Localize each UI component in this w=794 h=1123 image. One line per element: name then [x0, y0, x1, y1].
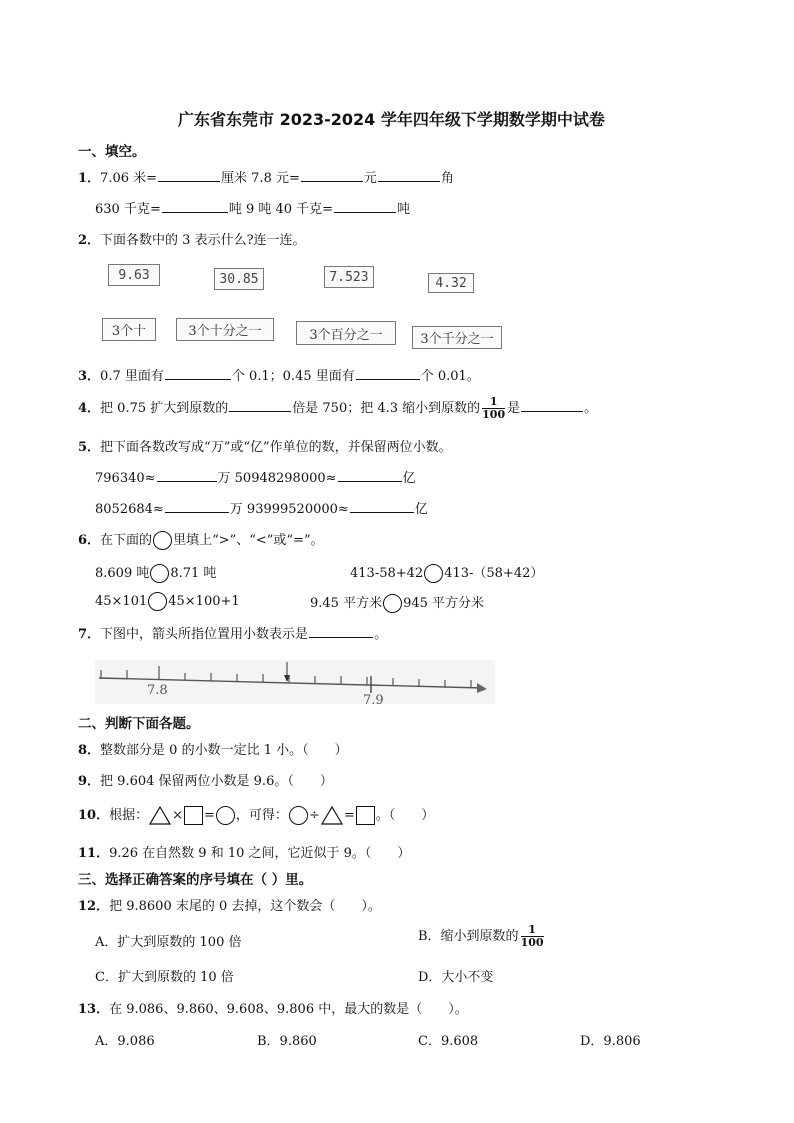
- answer-blank[interactable]: [229, 399, 291, 412]
- q3-text-1: 0.7 里面有: [100, 369, 164, 384]
- question-12: [78, 895, 381, 914]
- number-card[interactable]: 9.63: [108, 264, 160, 286]
- question-1-line-1: [78, 167, 454, 186]
- answer-blank[interactable]: [165, 500, 229, 513]
- meaning-card[interactable]: 3个百分之一: [296, 321, 396, 345]
- fraction: [482, 396, 505, 421]
- answer-blank[interactable]: [356, 367, 420, 380]
- meaning-card[interactable]: 3个千分之一: [412, 326, 502, 349]
- fraction: [521, 924, 544, 949]
- q13-text: 在 9.086、9.860、9.608、9.806 中，最大的数是（ ）。: [109, 1002, 468, 1017]
- comparison-1: [95, 562, 216, 583]
- comparison-right: 945 平方分米: [403, 596, 485, 611]
- comparison-left: 9.45 平方米: [310, 596, 383, 611]
- q5-text: 把下面各数改写成“万”或“亿”作单位的数，并保留两位小数。: [100, 440, 452, 455]
- fraction-numerator: 1: [521, 924, 544, 937]
- q1-text-a4: 角: [440, 171, 454, 186]
- compare-circle[interactable]: [424, 564, 443, 583]
- question-number: 5．: [78, 440, 101, 455]
- answer-blank[interactable]: [158, 169, 220, 182]
- square-icon: [184, 806, 203, 825]
- q1-text-b1: 630 千克=: [95, 202, 161, 217]
- triangle-icon: [321, 806, 343, 825]
- q1-text-a3: 元: [363, 171, 377, 186]
- equals-sign: =: [204, 808, 215, 823]
- question-6: [78, 529, 324, 550]
- fraction-denominator: 100: [520, 936, 544, 949]
- q5-text: 万 50948298000≈: [217, 471, 337, 486]
- q13-option-a[interactable]: A．9.086: [95, 1034, 155, 1049]
- q4-text-2: 倍是 750；把 4.3 缩小到原数的: [292, 401, 481, 416]
- q10-text-2: ，可得：: [235, 808, 288, 823]
- answer-blank[interactable]: [157, 469, 217, 482]
- answer-blank[interactable]: [309, 625, 373, 638]
- question-number: 8．: [78, 743, 101, 758]
- question-number: 12．: [78, 899, 110, 914]
- q4-text-1: 把 0.75 扩大到原数的: [100, 401, 229, 416]
- q10-text-3: 。（ ）: [375, 808, 435, 823]
- question-number: 1．: [78, 171, 101, 186]
- question-number: 2．: [78, 233, 101, 248]
- question-4: [78, 396, 597, 421]
- q9-text: 把 9.604 保留两位小数是 9.6。（ ）: [100, 774, 333, 789]
- question-number: 6．: [78, 533, 101, 548]
- question-number: 4．: [78, 401, 101, 416]
- question-number: 3．: [78, 369, 101, 384]
- equals-sign: =: [343, 808, 355, 823]
- q11-text: 9.26 在自然数 9 和 10 之间，它近似于 9。（ ）: [109, 846, 411, 861]
- question-number: 11．: [78, 846, 110, 861]
- number-line-figure: [95, 648, 495, 708]
- answer-blank[interactable]: [165, 367, 231, 380]
- meaning-card[interactable]: 3个十: [102, 318, 156, 341]
- question-number: 13．: [78, 1002, 110, 1017]
- answer-blank[interactable]: [378, 169, 440, 182]
- label-7-9: 7.9: [363, 693, 384, 708]
- question-number: 9．: [78, 774, 101, 789]
- comparison-3: [95, 592, 240, 611]
- question-3: [78, 365, 480, 384]
- option-text: B．缩小到原数的: [418, 929, 519, 944]
- comparison-left: 413-58+42: [350, 566, 424, 581]
- answer-blank[interactable]: [350, 500, 414, 513]
- q2-text: 下面各数中的 3 表示什么?连一连。: [100, 233, 306, 248]
- q12-text: 把 9.8600 末尾的 0 去掉，这个数会（ ）。: [109, 899, 381, 914]
- comparison-left: 8.609 吨: [95, 566, 150, 581]
- fraction-numerator: 1: [482, 396, 505, 409]
- question-8: [78, 739, 348, 758]
- times-sign: ×: [172, 808, 184, 823]
- q8-text: 整数部分是 0 的小数一定比 1 小。（ ）: [100, 743, 348, 758]
- answer-blank[interactable]: [338, 469, 402, 482]
- q7-text-2: 。: [374, 627, 388, 642]
- q13-option-c[interactable]: C．9.608: [418, 1034, 479, 1049]
- question-5: [78, 436, 452, 455]
- fraction-denominator: 100: [482, 408, 506, 421]
- section-heading-fill: 一、填空。: [78, 144, 146, 160]
- question-10: [78, 804, 434, 825]
- meaning-card[interactable]: 3个十分之一: [176, 318, 274, 341]
- comparison-left: 45×101: [95, 594, 148, 609]
- q13-option-d[interactable]: D．9.806: [580, 1034, 641, 1049]
- question-number: 10．: [78, 808, 110, 823]
- question-9: [78, 770, 333, 789]
- q5-text: 万 93999520000≈: [229, 502, 349, 517]
- answer-blank[interactable]: [301, 169, 363, 182]
- compare-circle[interactable]: [150, 564, 169, 583]
- question-2: [78, 229, 306, 248]
- question-5-row-2: [95, 498, 428, 517]
- question-number: 7．: [78, 627, 101, 642]
- q12-option-b[interactable]: [418, 924, 546, 949]
- circle-icon: [289, 806, 308, 825]
- answer-blank[interactable]: [162, 200, 228, 213]
- section-heading-choice: 三、选择正确答案的序号填在（ ）里。: [78, 872, 313, 888]
- answer-blank[interactable]: [334, 200, 396, 213]
- square-icon: [356, 806, 375, 825]
- number-card[interactable]: 4.32: [428, 273, 474, 293]
- circle-icon: [153, 531, 172, 550]
- label-7-8: 7.8: [147, 683, 168, 698]
- question-7: [78, 623, 387, 642]
- section-heading-judge: 二、判断下面各题。: [78, 716, 200, 732]
- number-card[interactable]: 30.85: [214, 268, 264, 290]
- triangle-icon: [149, 806, 171, 825]
- divide-sign: ÷: [308, 808, 320, 823]
- number-card[interactable]: 7.523: [324, 266, 374, 288]
- q1-text-a2: 厘米 7.8 元=: [221, 171, 300, 186]
- q1-text-b3: 吨: [397, 202, 411, 217]
- comparison-right: 45×100+1: [168, 594, 240, 609]
- q6-text-1: 在下面的: [100, 533, 153, 548]
- q5-text: 亿: [402, 471, 416, 486]
- q5-text: 亿: [414, 502, 428, 517]
- question-13: [78, 998, 468, 1017]
- question-11: [78, 842, 410, 861]
- comparison-right: 413-（58+42）: [444, 566, 544, 581]
- q7-text-1: 下图中，箭头所指位置用小数表示是: [100, 627, 309, 642]
- circle-icon: [216, 806, 235, 825]
- q6-text-2: 里填上“>”、“<”或“=”。: [173, 533, 324, 548]
- q5-text: 796340≈: [95, 471, 156, 486]
- q10-text-1: 根据：: [109, 808, 149, 823]
- q12-option-a[interactable]: A．扩大到原数的 100 倍: [95, 935, 242, 950]
- q13-option-b[interactable]: B．9.860: [257, 1034, 317, 1049]
- q1-text-b2: 吨 9 吨 40 千克=: [228, 202, 334, 217]
- question-1-line-2: [95, 198, 410, 217]
- q12-option-c[interactable]: C．扩大到原数的 10 倍: [95, 970, 234, 985]
- compare-circle[interactable]: [148, 592, 167, 611]
- answer-blank[interactable]: [521, 399, 583, 412]
- compare-circle[interactable]: [383, 594, 402, 613]
- comparison-2: [350, 562, 543, 583]
- comparison-4: [310, 592, 484, 613]
- page-title: 广东省东莞市 2023-2024 学年四年级下学期数学期中试卷: [178, 110, 605, 129]
- q1-text-a1: 7.06 米=: [100, 171, 158, 186]
- q3-text-2: 个 0.1；0.45 里面有: [231, 369, 355, 384]
- comparison-right: 8.71 吨: [170, 566, 217, 581]
- question-5-row-1: [95, 467, 416, 486]
- q12-option-d[interactable]: D．大小不变: [418, 970, 494, 985]
- q3-text-3: 个 0.01。: [420, 369, 480, 384]
- q4-text-3: 是: [507, 401, 521, 416]
- q4-text-4: 。: [584, 401, 598, 416]
- q5-text: 8052684≈: [95, 502, 164, 517]
